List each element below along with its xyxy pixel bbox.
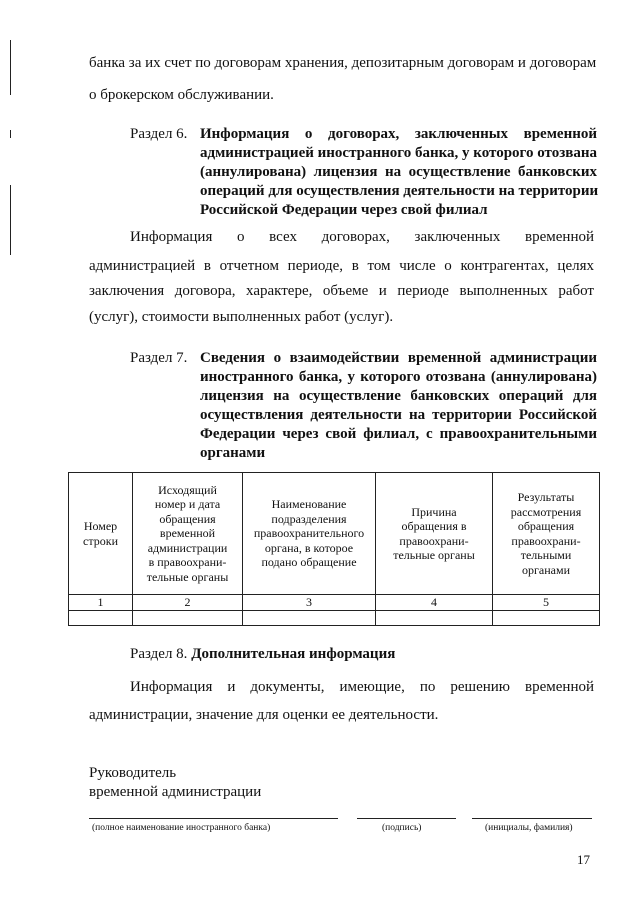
table-header-row bbox=[69, 473, 600, 595]
column-number: 2 bbox=[133, 595, 243, 611]
paragraph-line: (услуг), стоимости выполненных работ (услуг). bbox=[89, 309, 394, 325]
table-cell[interactable] bbox=[493, 610, 600, 625]
section-7-number: Раздел 7. bbox=[130, 350, 188, 366]
title-line: иностранного банка, у которого отозвана (аннулирована) bbox=[200, 369, 597, 385]
paragraph-line: Информация о всех договорах, заключенных временной bbox=[130, 229, 594, 245]
column-number: 1 bbox=[69, 595, 133, 611]
section-8-title: Дополнительная информация bbox=[191, 646, 396, 662]
paragraph-line: Информация и документы, имеющие, по решению временной bbox=[130, 679, 594, 695]
bank-name-caption: (полное наименование иностранного банка) bbox=[92, 823, 271, 833]
section-6-title bbox=[200, 125, 597, 220]
header-reason: Причина обращения в правоохрани- тельные органы bbox=[376, 473, 493, 595]
name-caption: (инициалы, фамилия) bbox=[485, 823, 573, 833]
paragraph-line: администрации, значение для оценки ее деятельности. bbox=[89, 707, 439, 723]
table-cell[interactable] bbox=[69, 610, 133, 625]
title-line: Российской Федерации через свой филиал bbox=[200, 202, 488, 218]
paragraph-line: банка за их счет по договорам хранения, депозитарным договорам и договорам bbox=[89, 55, 597, 71]
section-7-title bbox=[200, 349, 597, 463]
paragraph-line: заключения договора, характере, объеме и периоде выполненных работ bbox=[89, 283, 594, 299]
header-results: Результаты рассмотрения обращения правоохрани- тельными органами bbox=[493, 473, 600, 595]
interaction-table bbox=[68, 472, 600, 626]
table-number-row bbox=[69, 595, 600, 611]
table-cell[interactable] bbox=[376, 610, 493, 625]
title-line: (аннулирована) лицензия на осуществление банковских bbox=[200, 164, 597, 180]
title-line: лицензия на осуществление банковских операций для bbox=[200, 388, 597, 404]
header-row-number: Номер строки bbox=[69, 473, 133, 595]
title-line: Федерации через свой филиал, с правоохранительными bbox=[200, 426, 597, 442]
paragraph-line: о брокерском обслуживании. bbox=[89, 87, 274, 103]
margin-mark bbox=[10, 185, 11, 255]
title-line: осуществления деятельности на территории Российской bbox=[200, 407, 597, 423]
signature-title: Руководитель bbox=[89, 765, 177, 781]
section-8-number: Раздел 8. bbox=[130, 646, 188, 662]
section-6-number: Раздел 6. bbox=[130, 126, 188, 142]
section-8-heading bbox=[130, 644, 395, 664]
header-department-name: Наименование подразделения правоохранительного органа, в которое подано обращение bbox=[243, 473, 376, 595]
title-line: администрацией иностранного банка, у которого отозвана bbox=[200, 145, 597, 161]
signature-title: временной администрации bbox=[89, 784, 262, 800]
margin-mark bbox=[10, 40, 11, 95]
table-cell[interactable] bbox=[243, 610, 376, 625]
signature-caption: (подпись) bbox=[382, 823, 422, 833]
header-outgoing-number: Исходящий номер и дата обращения временной администрации в правоохрани- тельные органы bbox=[133, 473, 243, 595]
page-number: 17 bbox=[577, 852, 590, 867]
column-number: 3 bbox=[243, 595, 376, 611]
title-line: Информация о договорах, заключенных временной bbox=[200, 126, 597, 142]
table-row bbox=[69, 610, 600, 625]
table-cell[interactable] bbox=[133, 610, 243, 625]
title-line: органами bbox=[200, 445, 266, 461]
column-number: 4 bbox=[376, 595, 493, 611]
title-line: Сведения о взаимодействии временной администрации bbox=[200, 350, 597, 366]
name-line bbox=[472, 818, 592, 819]
paragraph-line: администрацией в отчетном периоде, в том числе о контрагентах, целях bbox=[89, 258, 594, 274]
bank-name-line bbox=[89, 818, 338, 819]
title-line: операций для осуществления деятельности на территории bbox=[200, 183, 599, 199]
margin-mark bbox=[10, 130, 11, 138]
signature-line bbox=[357, 818, 456, 819]
column-number: 5 bbox=[493, 595, 600, 611]
